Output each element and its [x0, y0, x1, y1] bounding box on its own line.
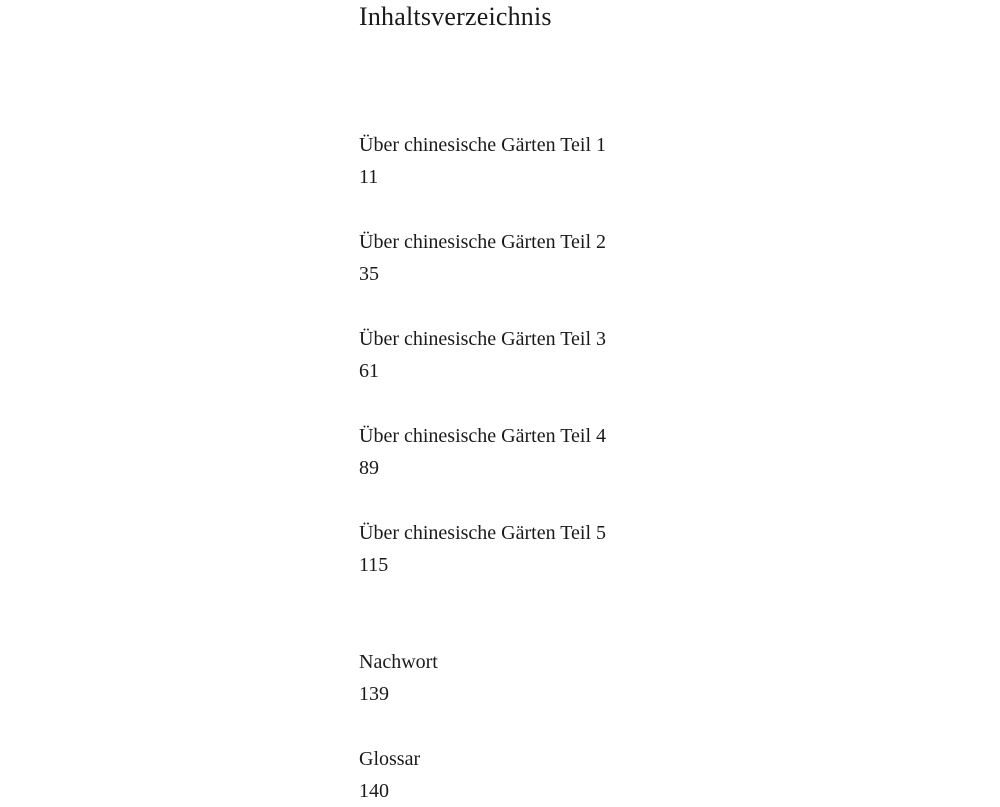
toc-entry-title: Über chinesische Gärten Teil 1 — [359, 134, 607, 156]
toc-entry-part-1[interactable] — [359, 129, 759, 193]
toc-entry-page-number: 115 — [359, 554, 389, 576]
toc-entry-nachwort[interactable] — [359, 646, 759, 710]
toc-entry-page-number: 139 — [359, 683, 389, 705]
toc-heading: Inhaltsverzeichnis — [359, 2, 552, 31]
table-of-contents — [359, 0, 759, 802]
toc-entry-title: Über chinesische Gärten Teil 3 — [359, 328, 607, 350]
toc-entry-glossar[interactable] — [359, 743, 759, 807]
toc-entry-part-2[interactable] — [359, 226, 759, 290]
toc-entry-title: Glossar — [359, 748, 421, 770]
toc-entry-page-number: 11 — [359, 166, 379, 188]
toc-entry-part-4[interactable] — [359, 420, 759, 484]
toc-entry-page-number: 35 — [359, 263, 379, 285]
toc-entry-title: Über chinesische Gärten Teil 4 — [359, 425, 607, 447]
toc-entry-title: Über chinesische Gärten Teil 2 — [359, 231, 607, 253]
toc-entry-title: Nachwort — [359, 651, 438, 673]
toc-entry-part-3[interactable] — [359, 323, 759, 387]
toc-entry-page-number: 140 — [359, 780, 389, 802]
toc-entry-page-number: 61 — [359, 360, 379, 382]
toc-entry-part-5[interactable] — [359, 517, 759, 581]
toc-entry-title: Über chinesische Gärten Teil 5 — [359, 522, 607, 544]
toc-entry-page-number: 89 — [359, 457, 379, 479]
